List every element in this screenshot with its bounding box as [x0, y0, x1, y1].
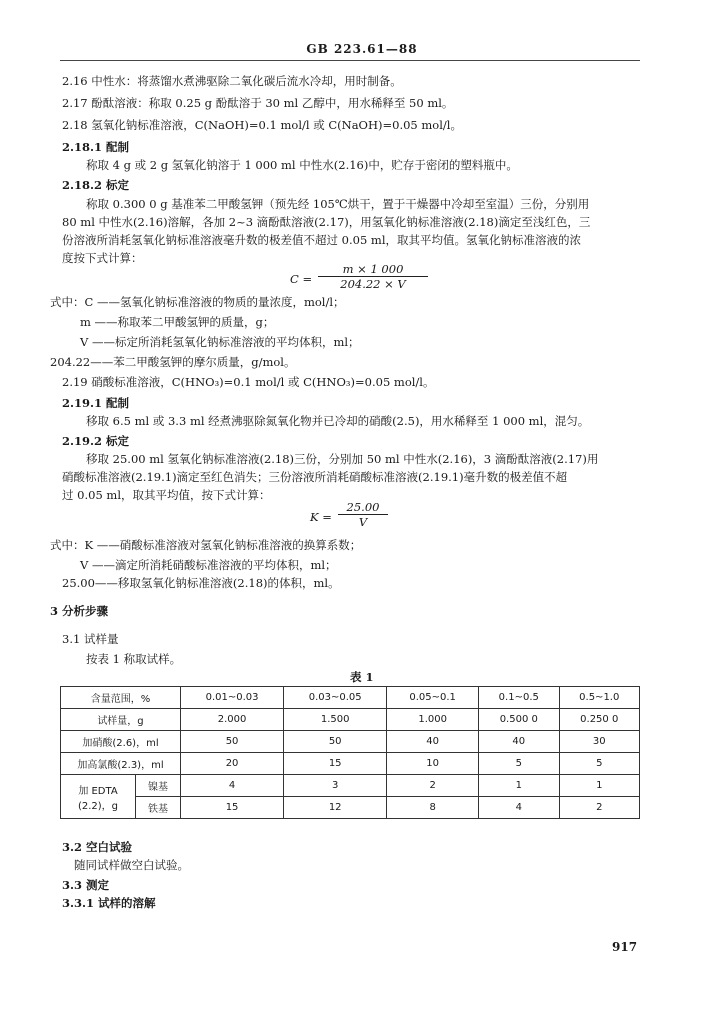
- paragraph-line: 份溶液所消耗氢氧化钠标准溶液毫升数的极差值不超过 0.05 ml，取其平均值。氢氧化钠标准溶液的浓: [62, 233, 581, 247]
- symbol-definition: V ——滴定所消耗硝酸标准溶液的平均体积，ml；: [80, 558, 337, 572]
- table-sub-label: 镍基: [136, 775, 181, 797]
- table-cell: 0.500 0: [479, 709, 559, 731]
- symbol-definition: V ——标定所消耗氢氧化钠标准溶液的平均体积，ml；: [80, 335, 360, 349]
- table-header-cell: 0.03~0.05: [284, 687, 387, 709]
- table-header-cell: 0.05~0.1: [387, 687, 479, 709]
- page-number: 917: [612, 940, 638, 954]
- edta-label-line: 加 EDTA: [78, 785, 118, 797]
- formula-lhs: C =: [290, 272, 313, 286]
- formula-numerator: m × 1 000: [318, 262, 428, 277]
- table-cell: 0.250 0: [559, 709, 640, 731]
- table-cell: 2: [387, 775, 479, 797]
- clause-2-19: 2.19 硝酸标准溶液，C(HNO₃)=0.1 mol/l 或 C(HNO₃)=0.05 mol/l。: [62, 375, 435, 389]
- table-cell: 15: [181, 797, 284, 819]
- clause-2-19-2: 2.19.2 标定: [62, 434, 130, 448]
- table-cell: 5: [559, 753, 640, 775]
- table-cell: 50: [181, 731, 284, 753]
- table-row: [61, 775, 640, 797]
- table-row: [61, 731, 640, 753]
- clause-2-17: 2.17 酚酞溶液：称取 0.25 g 酚酞溶于 30 ml 乙醇中，用水稀释至 50 ml。: [62, 96, 454, 110]
- paragraph-line: 移取 6.5 ml 或 3.3 ml 经煮沸驱除氮氧化物并已冷却的硝酸(2.5)，用水稀释至 1 000 ml，混匀。: [86, 414, 590, 428]
- paragraph-line: 移取 25.00 ml 氢氧化钠标准溶液(2.18)三份，分别加 50 ml 中性水(2.16)，3 滴酚酞溶液(2.17)用: [86, 452, 599, 466]
- section-3-heading: 3 分析步骤: [50, 604, 109, 618]
- formula-denominator: 204.22 × V: [340, 277, 406, 291]
- table-cell: 4: [181, 775, 284, 797]
- formula-lhs: K =: [310, 510, 332, 524]
- symbol-definition: m ——称取苯二甲酸氢钾的质量，g；: [80, 315, 275, 329]
- formula-numerator: 25.00: [338, 500, 388, 515]
- table-cell: 2.000: [181, 709, 284, 731]
- table-header-row: [61, 687, 640, 709]
- table-header-cell: 0.5~1.0: [559, 687, 640, 709]
- symbol-definition: 25.00——移取氢氧化钠标准溶液(2.18)的体积，ml。: [62, 576, 340, 590]
- clause-2-18: 2.18 氢氧化钠标准溶液，C(NaOH)=0.1 mol/l 或 C(NaOH)=0.05 mol/l。: [62, 118, 462, 132]
- table-sub-label: 铁基: [136, 797, 181, 819]
- symbol-definition: 204.22——苯二甲酸氢钾的摩尔质量，g/mol。: [50, 355, 296, 369]
- paragraph-line: 过 0.05 ml，取其平均值，按下式计算：: [62, 488, 271, 502]
- formula-denominator: V: [358, 515, 368, 529]
- table-cell: 1.500: [284, 709, 387, 731]
- standard-header: GB 223.61—88: [306, 42, 418, 56]
- table-cell: 40: [387, 731, 479, 753]
- header-rule: [60, 60, 640, 61]
- paragraph-line: 度按下式计算：: [62, 251, 143, 265]
- table-cell: 10: [387, 753, 479, 775]
- clause-3-3: 3.3 测定: [62, 878, 110, 892]
- paragraph-line: 随同试样做空白试验。: [74, 858, 189, 872]
- table-cell: 1: [559, 775, 640, 797]
- table-cell: 5: [479, 753, 559, 775]
- paragraph-line: 按表 1 称取试样。: [86, 652, 182, 666]
- clause-2-18-1: 2.18.1 配制: [62, 140, 130, 154]
- symbol-definition: 式中：K ——硝酸标准溶液对氢氧化钠标准溶液的换算系数；: [50, 538, 362, 552]
- table-cell: 8: [387, 797, 479, 819]
- sample-quantity-table: [60, 686, 640, 819]
- clause-2-19-1: 2.19.1 配制: [62, 396, 130, 410]
- table-cell: 1: [479, 775, 559, 797]
- table-cell: 1.000: [387, 709, 479, 731]
- table-row: [61, 753, 640, 775]
- table-row-label: 试样量，g: [61, 709, 181, 731]
- table-row: [61, 709, 640, 731]
- table-header-cell: 0.01~0.03: [181, 687, 284, 709]
- table-row: [61, 797, 640, 819]
- table-cell: 40: [479, 731, 559, 753]
- paragraph-line: 称取 0.300 0 g 基准苯二甲酸氢钾（预先经 105℃烘干，置于干燥器中冷却至室温）三份，分别用: [86, 197, 590, 211]
- clause-3-2: 3.2 空白试验: [62, 840, 133, 854]
- table-row-label: [61, 775, 136, 819]
- table-header-cell: 含量范围，%: [61, 687, 181, 709]
- table-header-cell: 0.1~0.5: [479, 687, 559, 709]
- paragraph-line: 硝酸标准溶液(2.19.1)滴定至红色消失；三份溶液所消耗硝酸标准溶液(2.19.1)毫升数的极差值不超: [62, 470, 568, 484]
- table-cell: 20: [181, 753, 284, 775]
- table-cell: 50: [284, 731, 387, 753]
- paragraph-line: 称取 4 g 或 2 g 氢氧化钠溶于 1 000 ml 中性水(2.16)中，贮存于密闭的塑料瓶中。: [86, 158, 518, 172]
- table-cell: 4: [479, 797, 559, 819]
- clause-2-16: 2.16 中性水：将蒸馏水煮沸驱除二氧化碳后流水冷却，用时制备。: [62, 74, 402, 88]
- edta-label-line: (2.2)，g: [77, 800, 119, 812]
- table-cell: 3: [284, 775, 387, 797]
- clause-3-3-1: 3.3.1 试样的溶解: [62, 896, 156, 910]
- clause-3-1: 3.1 试样量: [62, 632, 119, 646]
- table-row-label: 加高氯酸(2.3)，ml: [61, 753, 181, 775]
- clause-2-18-2: 2.18.2 标定: [62, 178, 130, 192]
- table-row-label: 加硝酸(2.6)，ml: [61, 731, 181, 753]
- table-cell: 12: [284, 797, 387, 819]
- table-cell: 30: [559, 731, 640, 753]
- table-cell: 15: [284, 753, 387, 775]
- table-caption: 表 1: [350, 670, 374, 684]
- table-cell: 2: [559, 797, 640, 819]
- symbol-definition: 式中：C ——氢氧化钠标准溶液的物质的量浓度，mol/l；: [50, 295, 345, 309]
- paragraph-line: 80 ml 中性水(2.16)溶解，各加 2~3 滴酚酞溶液(2.17)，用氢氧化钠标准溶液(2.18)滴定至浅红色，三: [62, 215, 591, 229]
